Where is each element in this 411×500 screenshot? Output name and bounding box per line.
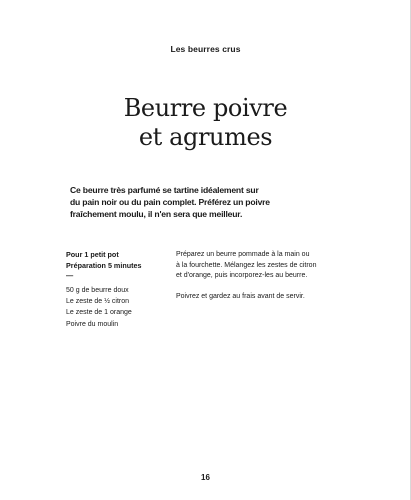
meta-dash-divider: — [66, 271, 74, 280]
intro-line: fraîchement moulu, il n'en sera que meilleur. [70, 208, 243, 219]
step-line: Poivrez et gardez au frais avant de servir. [176, 292, 305, 300]
step-line: et d'orange, puis incorporez-les au beurre. [176, 272, 308, 280]
recipe-step-1 [176, 250, 356, 282]
ingredient-item: Poivre du moulin [66, 320, 119, 328]
page-number: 16 [201, 473, 210, 482]
ingredient-item: Le zeste de 1 orange [66, 309, 132, 317]
step-line: Préparez un beurre pommade à la main ou [176, 251, 310, 258]
recipe-meta [66, 250, 176, 282]
intro-line: Ce beurre très parfumé se tartine idéalement sur [70, 185, 259, 195]
recipe-title [0, 94, 411, 152]
recipe-title-line-2: et agrumes [138, 123, 273, 151]
recipe-prep-time: Préparation 5 minutes [66, 260, 142, 270]
step-line: à la fourchette. Mélangez les zestes de citron [176, 261, 317, 269]
intro-line: du pain noir ou du pain complet. Préférez un poivre [70, 196, 270, 207]
recipe-step-2 [176, 292, 356, 303]
ingredient-item: Le zeste de ½ citron [66, 298, 130, 306]
recipe-yield: Pour 1 petit pot [66, 250, 119, 259]
ingredient-list [66, 285, 176, 330]
recipe-intro [70, 185, 270, 220]
recipe-title-line-1: Beurre poivre [123, 94, 288, 122]
ingredient-item: 50 g de beurre doux [66, 287, 129, 294]
section-heading: Les beurres crus [170, 44, 241, 54]
recipe-steps [176, 250, 356, 312]
